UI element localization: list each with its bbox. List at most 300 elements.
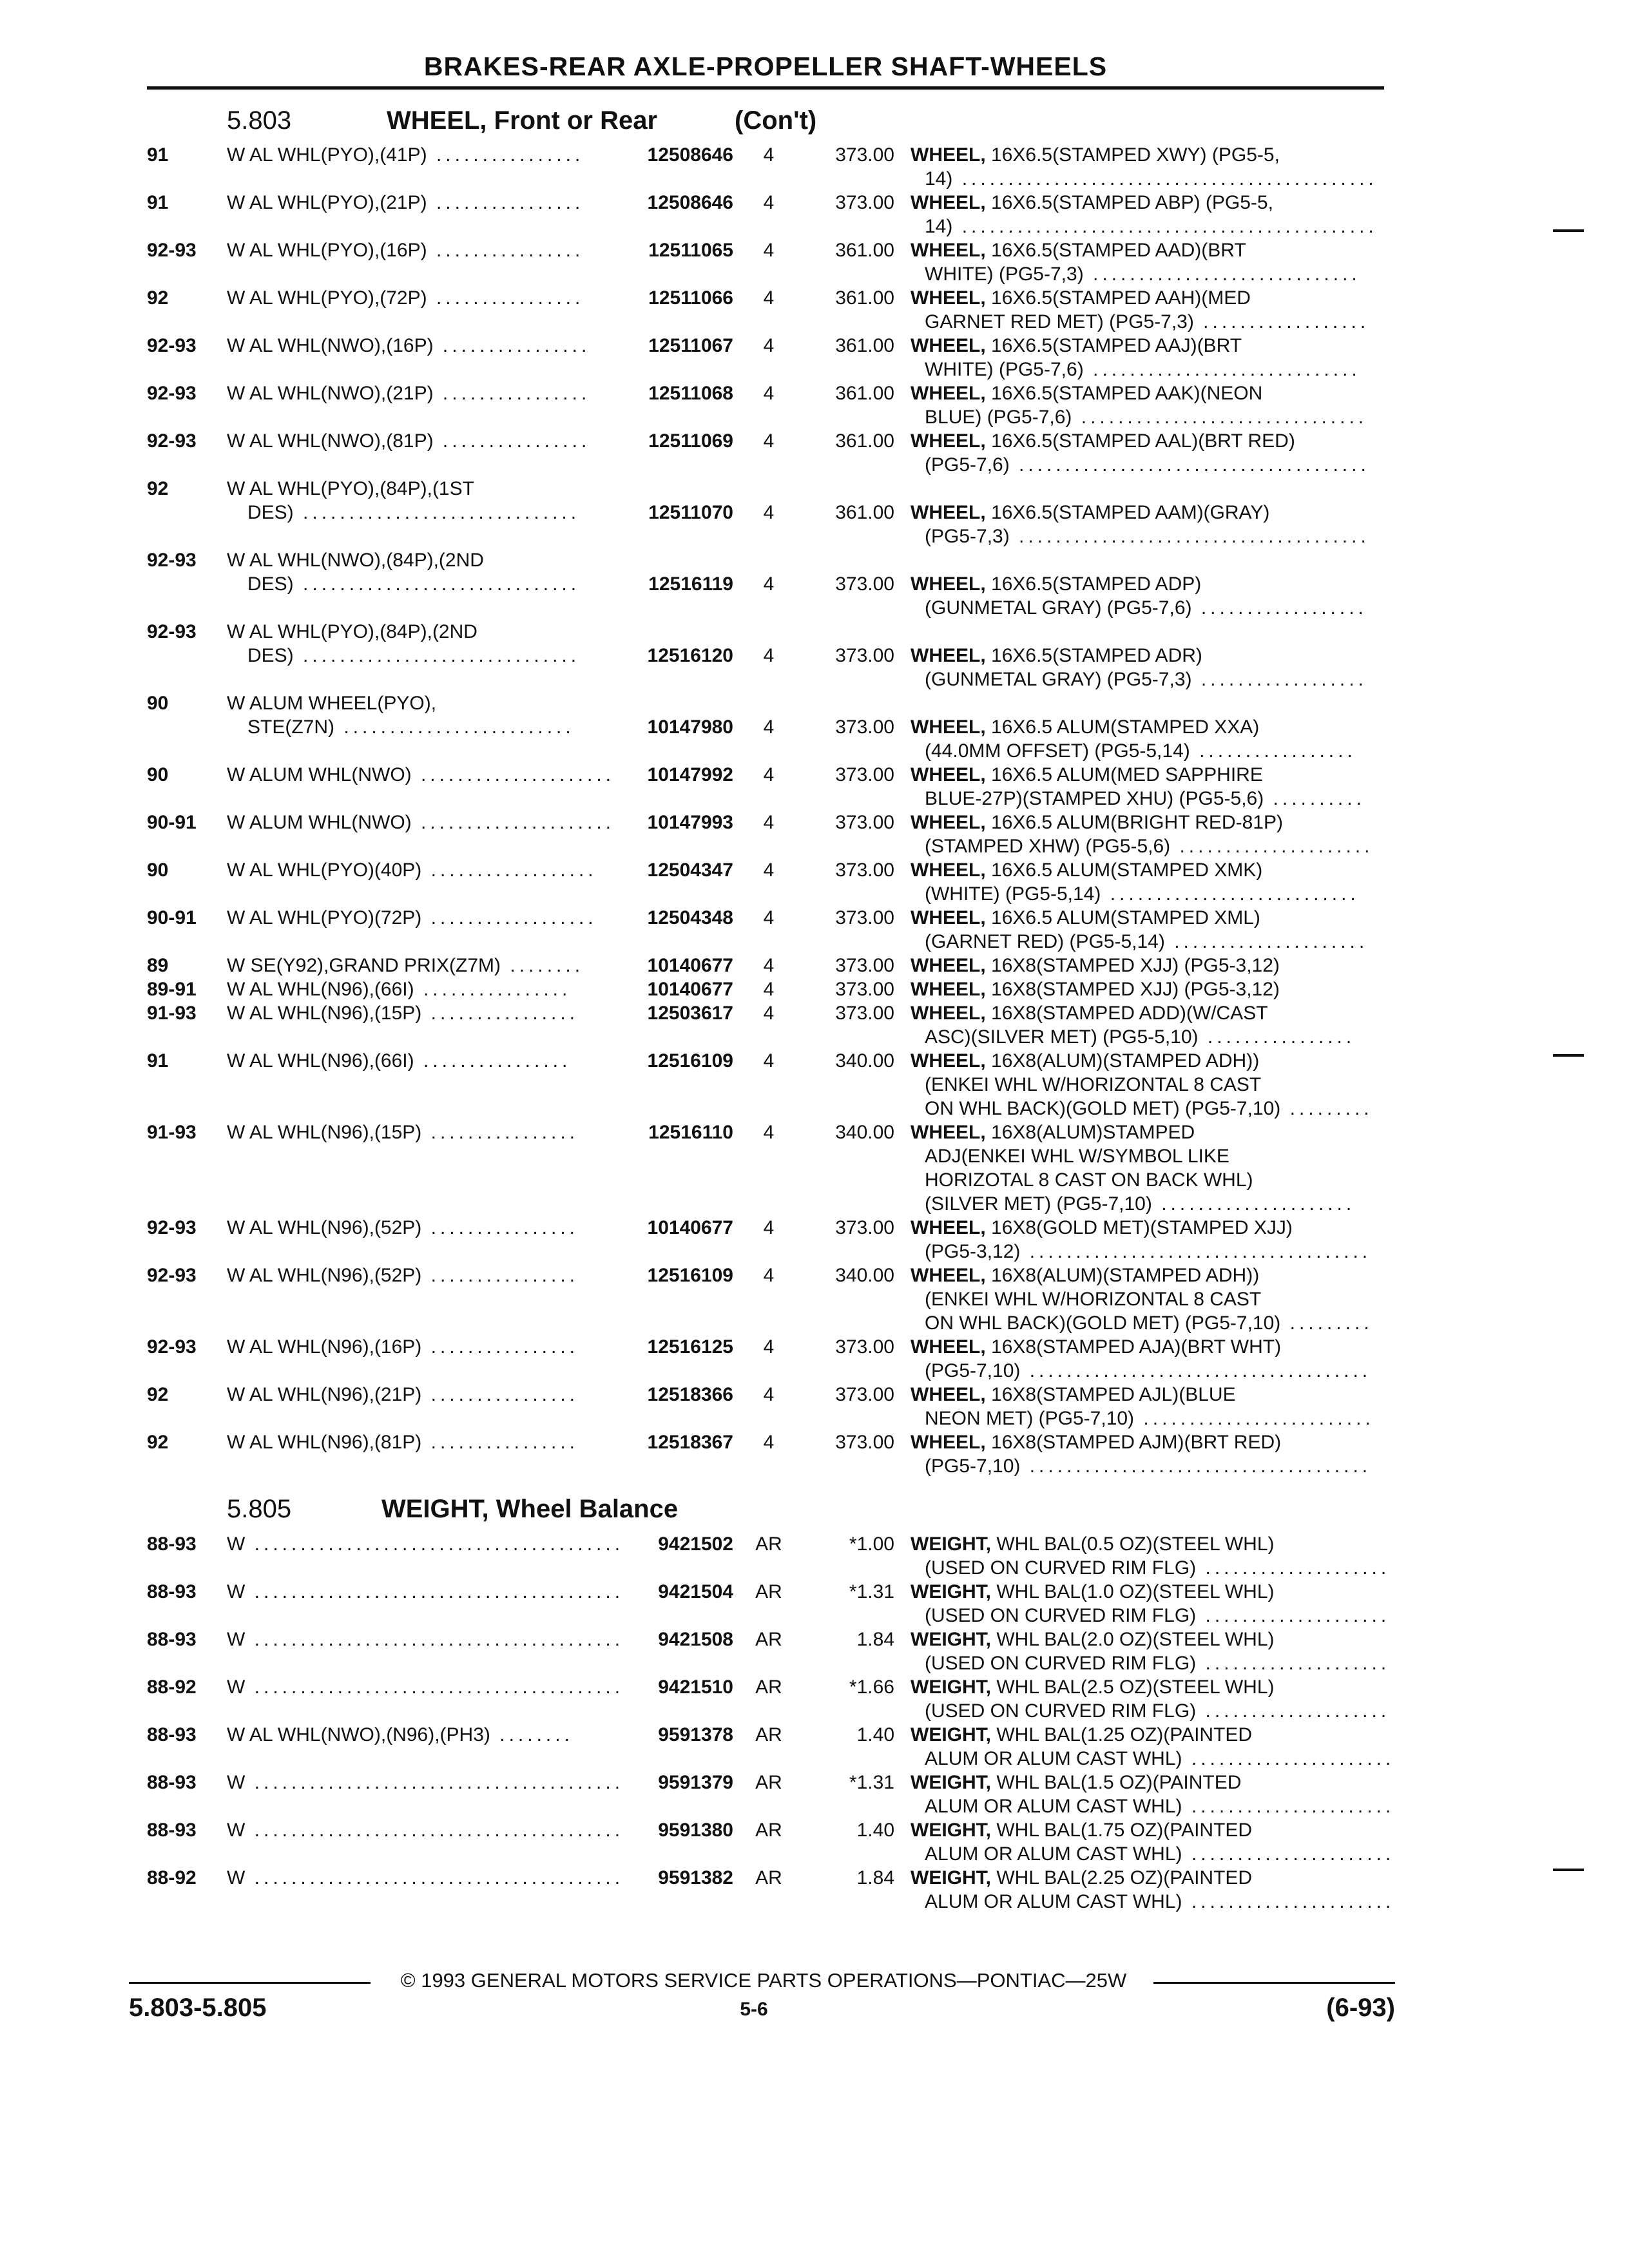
part-name-continuation: (PG5-7,10) [925,1456,1021,1477]
title-rule [147,86,1384,90]
part-name-continuation: ASC)(SILVER MET) (PG5-5,10) [925,1026,1199,1048]
part-name-detail: WHL BAL(2.25 OZ)(PAINTED [996,1867,1253,1888]
model-years: 92-93 [147,1336,197,1358]
price: 361.00 [835,502,894,523]
leader-dots: ................ [421,1432,579,1453]
leader-dots: ..................... [1152,1193,1356,1215]
part-name-keyword: WEIGHT, [911,1533,991,1555]
part-name [911,429,1384,477]
part-name-continuation: (WHITE) (PG5-5,14) [925,883,1101,905]
part-name-continuation: (STAMPED XHW) (PG5-5,6) [925,836,1171,857]
part-name-detail: 16X8(ALUM)(STAMPED ADH)) [991,1050,1260,1072]
price: 373.00 [835,955,894,976]
quantity: 4 [763,144,775,166]
quantity: 4 [763,812,775,833]
part-name [911,858,1384,906]
part-number: 10140677 [647,1217,733,1238]
leader-dots: ................ [433,383,591,404]
leader-dots: .................. [421,907,597,928]
usage-description-line: W ALUM WHL(NWO) [227,764,412,785]
part-name-detail: 16X6.5(STAMPED AAM)(GRAY) [991,502,1270,523]
price: 373.00 [835,764,894,785]
quantity: 4 [763,1050,775,1072]
part-number: 12504348 [647,907,733,928]
model-years: 90 [147,693,169,714]
quantity: 4 [763,1265,775,1286]
part-name-keyword: WHEEL, [911,1265,986,1286]
part-name-keyword: WEIGHT, [911,1677,991,1698]
leader-dots: ...................... [1182,1748,1395,1769]
part-number: 12516119 [648,573,733,595]
part-name-detail: 16X6.5 ALUM(STAMPED XMK) [991,860,1263,881]
part-name-continuation: 14) [925,216,953,237]
part-name-detail: 16X6.5(STAMPED AAH)(MED [991,287,1251,309]
model-years: 88-92 [147,1677,197,1698]
leader-dots: ............................. [1083,359,1361,380]
part-name [911,1723,1395,1771]
section-continued: (Con't) [735,106,817,135]
part-name [911,1264,1384,1335]
leader-dots: ........................................ [245,1820,624,1841]
leader-dots: ........................................ [245,1772,624,1793]
part-name-detail: 16X6.5 ALUM(MED SAPPHIRE [991,764,1263,785]
part-name [911,1818,1395,1866]
leader-dots: ..................................... [1020,1360,1372,1381]
leader-dots: .............................. [293,573,581,595]
part-name-keyword: WEIGHT, [911,1820,991,1841]
leader-dots: ..................... [411,764,615,785]
part-name-continuation: BLUE) (PG5-7,6) [925,407,1072,428]
model-years: 90-91 [147,812,197,833]
section-number: 5.803 [227,106,292,135]
part-name-detail: 16X8(GOLD MET)(STAMPED XJJ) [991,1217,1293,1238]
part-name [911,1216,1384,1264]
leader-dots: ..................................... [1020,1456,1372,1477]
part-name-detail: 16X6.5(STAMPED XWY) (PG5-5, [991,144,1280,166]
footer-section-range: 5.803-5.805 [129,1994,267,2022]
usage-description-line: W [227,1867,246,1888]
usage-description-line: DES) [247,645,294,666]
part-name-continuation: (PG5-7,10) [925,1360,1021,1381]
leader-dots: ................ [427,192,584,213]
quantity: AR [755,1677,782,1698]
part-name-keyword: WHEEL, [911,1122,986,1143]
price: 1.40 [856,1820,894,1841]
part-name-continuation: ALUM OR ALUM CAST WHL) [925,1891,1182,1912]
model-years: 92-93 [147,621,197,642]
model-years: 89-91 [147,979,197,1000]
part-name-keyword: WEIGHT, [911,1629,991,1650]
margin-mark [1553,229,1584,232]
model-years: 88-93 [147,1772,197,1793]
model-years: 92-93 [147,430,197,452]
part-name-detail: 16X6.5(STAMPED ADR) [991,645,1202,666]
leader-dots: ..................... [411,812,615,833]
quantity: 4 [763,502,775,523]
part-name [911,977,1384,1001]
part-name-keyword: WHEEL, [911,812,986,833]
part-number: 9591379 [658,1772,733,1793]
usage-description-line: W [227,1677,246,1698]
model-years: 92-93 [147,383,197,404]
leader-dots: ................ [421,1265,579,1286]
usage-description-line: W ALUM WHL(NWO) [227,812,412,833]
price: *1.00 [849,1533,894,1555]
part-number: 10147992 [647,764,733,785]
part-number: 10140677 [647,955,733,976]
usage-description-line: W AL WHL(NWO),(84P),(2ND [227,550,484,571]
model-years: 88-93 [147,1581,197,1602]
part-name-continuation: (SILVER MET) (PG5-7,10) [925,1193,1152,1215]
leader-dots: .................. [421,860,597,881]
usage-description-line: W [227,1581,246,1602]
part-name-detail: 16X6.5 ALUM(STAMPED XXA) [991,716,1260,738]
leader-dots: ............................. [1083,264,1361,285]
part-name-keyword: WHEEL, [911,716,986,738]
price: 373.00 [835,645,894,666]
price: 361.00 [835,287,894,309]
part-name-continuation: WHITE) (PG5-7,6) [925,359,1084,380]
leader-dots: ......................... [334,716,575,738]
usage-description-line: W AL WHL(NWO),(81P) [227,430,434,452]
model-years: 88-93 [147,1533,197,1555]
quantity: 4 [763,287,775,309]
quantity: 4 [763,955,775,976]
part-name-keyword: WHEEL, [911,430,986,452]
quantity: 4 [763,764,775,785]
model-years: 92-93 [147,1265,197,1286]
part-name-detail: 16X8(STAMPED XJJ) (PG5-3,12) [991,955,1280,976]
margin-mark [1553,1869,1584,1871]
part-number: 9591382 [658,1867,733,1888]
part-name-continuation: (USED ON CURVED RIM FLG) [925,1557,1197,1579]
leader-dots: ......... [1280,1312,1373,1334]
leader-dots: ................ [433,430,591,452]
part-name-keyword: WHEEL, [911,645,986,666]
leader-dots: .................. [1191,597,1367,619]
part-name-continuation: (44.0MM OFFSET) (PG5-5,14) [925,740,1190,762]
part-name [911,954,1384,977]
leader-dots: ...................................... [1009,526,1370,547]
part-name-continuation: GARNET RED MET) (PG5-7,3) [925,311,1194,332]
part-name-keyword: WHEEL, [911,764,986,785]
price: 373.00 [835,907,894,928]
section-title: WHEEL, Front or Rear [387,106,658,135]
price: 373.00 [835,1432,894,1453]
price: 1.84 [856,1629,894,1650]
quantity: AR [755,1629,782,1650]
part-number: 12518366 [647,1384,733,1405]
part-name-detail: WHL BAL(2.0 OZ)(STEEL WHL) [996,1629,1275,1650]
part-name-detail: WHL BAL(1.5 OZ)(PAINTED [996,1772,1242,1793]
leader-dots: ...................... [1182,1796,1395,1817]
part-name-detail: 16X8(STAMPED AJM)(BRT RED) [991,1432,1282,1453]
part-name-keyword: WHEEL, [911,1217,986,1238]
part-number: 9421504 [658,1581,733,1602]
part-number: 9421508 [658,1629,733,1650]
usage-description-line: W AL WHL(PYO),(16P) [227,240,427,261]
leader-dots: ............................... [1072,407,1368,428]
leader-dots: ......................... [1134,1408,1374,1429]
part-name [911,1430,1384,1478]
usage-description-line: W AL WHL(PYO),(21P) [227,192,427,213]
part-number: 12516120 [647,645,733,666]
part-name [911,238,1384,286]
price: 373.00 [835,1336,894,1358]
part-name-continuation: (PG5-3,12) [925,1241,1021,1262]
leader-dots: .................. [1193,311,1370,332]
quantity: 4 [763,1384,775,1405]
usage-description-line: W AL WHL(NWO),(21P) [227,383,434,404]
part-name [911,1866,1395,1914]
leader-dots: ........................................ [245,1581,624,1602]
leader-dots: ........ [501,955,584,976]
part-name [911,1675,1391,1723]
part-name-detail: WHL BAL(2.5 OZ)(STEEL WHL) [996,1677,1275,1698]
quantity: 4 [763,716,775,738]
price: 373.00 [835,1003,894,1024]
part-name [911,1120,1384,1216]
usage-description-line: W AL WHL(N96),(66I) [227,1050,414,1072]
part-number: 10147980 [647,716,733,738]
leader-dots: ................ [421,1217,579,1238]
part-number: 12518367 [647,1432,733,1453]
part-name-keyword: WHEEL, [911,979,986,1000]
usage-description-line: W [227,1772,246,1793]
price: 361.00 [835,430,894,452]
leader-dots: ...................... [1182,1891,1395,1912]
leader-dots: ............................................. [952,168,1378,189]
leader-dots: .................... [1196,1653,1391,1674]
part-name-keyword: WHEEL, [911,383,986,404]
part-name [911,1580,1391,1628]
price: 373.00 [835,979,894,1000]
model-years: 92-93 [147,240,197,261]
quantity: 4 [763,1003,775,1024]
leader-dots: ................ [414,979,572,1000]
price: *1.31 [849,1772,894,1793]
part-number: 9421510 [658,1677,733,1698]
usage-description-line: W AL WHL(N96),(81P) [227,1432,422,1453]
quantity: 4 [763,1336,775,1358]
leader-dots: ................ [427,144,584,166]
usage-description-line: W [227,1533,246,1555]
part-name-detail: 16X6.5(STAMPED AAK)(NEON [991,383,1263,404]
usage-description-line: W AL WHL(N96),(52P) [227,1217,422,1238]
price: 340.00 [835,1265,894,1286]
usage-description-line: W AL WHL(N96),(21P) [227,1384,422,1405]
leader-dots: ........................... [1101,883,1360,905]
part-name-keyword: WHEEL, [911,240,986,261]
usage-description-line: DES) [247,573,294,595]
usage-description-line: W AL WHL(PYO),(84P),(1ST [227,478,474,499]
leader-dots: .............................. [293,502,581,523]
quantity: 4 [763,907,775,928]
part-name-keyword: WEIGHT, [911,1867,991,1888]
part-name [911,715,1384,763]
part-name-keyword: WHEEL, [911,955,986,976]
usage-description-line: W AL WHL(NWO),(16P) [227,335,434,356]
quantity: 4 [763,335,775,356]
leader-dots: ................ [421,1122,579,1143]
part-name-keyword: WHEEL, [911,502,986,523]
part-name [911,1001,1384,1049]
price: *1.31 [849,1581,894,1602]
usage-description-line: W SE(Y92),GRAND PRIX(Z7M) [227,955,501,976]
part-name-continuation: HORIZOTAL 8 CAST ON BACK WHL) [925,1169,1253,1191]
part-name-keyword: WHEEL, [911,1003,986,1024]
price: 1.40 [856,1724,894,1745]
part-name [911,334,1384,381]
margin-mark [1553,1054,1584,1057]
part-number: 12511065 [648,240,733,261]
part-name-detail: 16X8(STAMPED ADD)(W/CAST [991,1003,1268,1024]
price: 373.00 [835,716,894,738]
part-name-detail: 16X6.5(STAMPED AAJ)(BRT [991,335,1242,356]
quantity: AR [755,1581,782,1602]
part-name-keyword: WHEEL, [911,907,986,928]
part-name-continuation: (USED ON CURVED RIM FLG) [925,1653,1197,1674]
part-name-keyword: WHEEL, [911,1432,986,1453]
part-number: 12503617 [647,1003,733,1024]
usage-description-line: W AL WHL(N96),(15P) [227,1122,422,1143]
price: 373.00 [835,1384,894,1405]
leader-dots: ................ [421,1336,579,1358]
section-title: WEIGHT, Wheel Balance [381,1495,679,1523]
part-name [911,906,1384,954]
leader-dots: .................... [1196,1700,1391,1722]
part-name [911,1335,1384,1383]
quantity: 4 [763,979,775,1000]
footer-rule-left [129,1982,371,1984]
part-name-detail: WHL BAL(1.75 OZ)(PAINTED [996,1820,1253,1841]
leader-dots: ................ [1198,1026,1356,1048]
part-number: 12516110 [648,1122,733,1143]
quantity: 4 [763,645,775,666]
quantity: 4 [763,192,775,213]
model-years: 90 [147,860,169,881]
model-years: 90-91 [147,907,197,928]
quantity: 4 [763,430,775,452]
leader-dots: .................... [1196,1605,1391,1626]
model-years: 91 [147,144,169,166]
usage-description-line: W AL WHL(N96),(52P) [227,1265,422,1286]
part-name [911,1049,1384,1120]
price: 340.00 [835,1050,894,1072]
leader-dots: .................... [1196,1557,1391,1579]
model-years: 91-93 [147,1003,197,1024]
part-name [911,143,1384,191]
model-years: 88-92 [147,1867,197,1888]
part-name [911,1532,1391,1580]
usage-description-line: W AL WHL(PYO)(72P) [227,907,422,928]
leader-dots: ........ [490,1724,574,1745]
part-name-detail: 16X6.5 ALUM(BRIGHT RED-81P) [991,812,1283,833]
price: 373.00 [835,192,894,213]
part-name-detail: 16X6.5(STAMPED AAD)(BRT [991,240,1246,261]
part-name-continuation: (GUNMETAL GRAY) (PG5-7,3) [925,669,1192,690]
model-years: 88-93 [147,1820,197,1841]
price: 373.00 [835,812,894,833]
part-number: 12511068 [648,383,733,404]
section-number: 5.805 [227,1495,292,1523]
part-name-continuation: 14) [925,168,953,189]
part-name-detail: WHL BAL(1.0 OZ)(STEEL WHL) [996,1581,1275,1602]
part-number: 12516109 [647,1265,733,1286]
quantity: AR [755,1724,782,1745]
usage-description-line: W [227,1629,246,1650]
part-name [911,1383,1384,1430]
leader-dots: ................ [421,1003,579,1024]
leader-dots: ..................................... [1020,1241,1372,1262]
footer-date: (6-93) [1326,1994,1395,2022]
quantity: 4 [763,383,775,404]
model-years: 91 [147,1050,169,1072]
quantity: 4 [763,573,775,595]
part-name-detail: 16X6.5(STAMPED ABP) (PG5-5, [991,192,1273,213]
model-years: 92-93 [147,550,197,571]
usage-description-line: W ALUM WHEEL(PYO), [227,693,437,714]
part-number: 12508646 [647,192,733,213]
usage-description-line: W AL WHL(PYO),(84P),(2ND [227,621,477,642]
part-name-keyword: WHEEL, [911,1050,986,1072]
part-name-continuation: (ENKEI WHL W/HORIZONTAL 8 CAST [925,1289,1262,1310]
quantity: 4 [763,860,775,881]
part-name-keyword: WHEEL, [911,335,986,356]
quantity: 4 [763,1432,775,1453]
leader-dots: ................ [421,1384,579,1405]
part-name-continuation: ON WHL BACK)(GOLD MET) (PG5-7,10) [925,1312,1281,1334]
part-name-detail: 16X8(ALUM)(STAMPED ADH)) [991,1265,1260,1286]
part-number: 9591378 [658,1724,733,1745]
part-name-detail: 16X6.5 ALUM(STAMPED XML) [991,907,1260,928]
part-name-continuation: (GUNMETAL GRAY) (PG5-7,6) [925,597,1192,619]
model-years: 89 [147,955,169,976]
part-name [911,763,1384,811]
leader-dots: ...................................... [1009,454,1370,476]
price: 373.00 [835,860,894,881]
leader-dots: ..................... [1164,931,1369,952]
usage-description-line: W AL WHL(N96),(66I) [227,979,414,1000]
part-name-keyword: WEIGHT, [911,1581,991,1602]
model-years: 91 [147,192,169,213]
usage-description-line: W AL WHL(PYO)(40P) [227,860,422,881]
part-number: 12508646 [647,144,733,166]
leader-dots: ................ [414,1050,572,1072]
model-years: 92 [147,1432,169,1453]
usage-description-line: W AL WHL(PYO),(41P) [227,144,427,166]
part-name-detail: 16X8(STAMPED XJJ) (PG5-3,12) [991,979,1280,1000]
part-name [911,572,1384,620]
usage-description-line: W [227,1820,246,1841]
footer-page-number: 5-6 [740,1999,768,2020]
leader-dots: ......... [1280,1098,1373,1119]
part-name [911,1628,1391,1675]
model-years: 88-93 [147,1629,197,1650]
price: 340.00 [835,1122,894,1143]
part-name-keyword: WHEEL, [911,860,986,881]
quantity: AR [755,1533,782,1555]
part-name [911,501,1384,548]
part-name-continuation: ON WHL BACK)(GOLD MET) (PG5-7,10) [925,1098,1281,1119]
part-number: 9591380 [658,1820,733,1841]
model-years: 90 [147,764,169,785]
part-name-keyword: WHEEL, [911,192,986,213]
leader-dots: ........................................ [245,1533,624,1555]
leader-dots: ...................... [1182,1843,1395,1865]
part-number: 12511069 [648,430,733,452]
price: 373.00 [835,1217,894,1238]
